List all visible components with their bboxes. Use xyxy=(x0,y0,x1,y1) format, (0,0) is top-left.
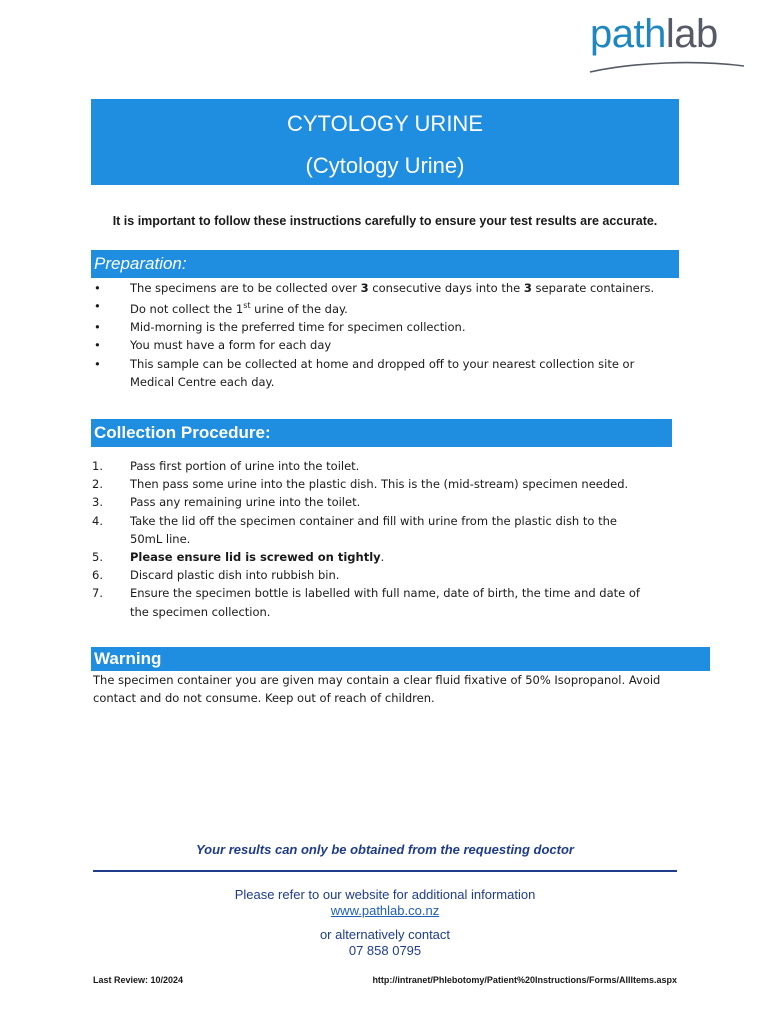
preparation-heading: Preparation: xyxy=(91,250,679,278)
list-item: • Do not collect the 1st urine of the day. xyxy=(94,299,348,317)
list-item: • The specimens are to be collected over 3 consecutive days into the 3 separate containers. xyxy=(92,279,692,297)
bullet: • xyxy=(94,356,101,371)
bullet: • xyxy=(94,338,101,353)
bullet: • xyxy=(94,299,101,314)
collection-steps xyxy=(92,457,680,621)
bullet: • xyxy=(94,320,101,335)
alt-contact-text: or alternatively contact xyxy=(319,927,451,942)
refer-text: Please refer to our website for additional information xyxy=(234,887,536,902)
list-item: 4. Take the lid off the specimen container and fill with urine from the plastic dish to the 50mL line. xyxy=(92,513,617,546)
warning-heading: Warning xyxy=(91,647,710,671)
phone-number: 07 858 0795 xyxy=(348,943,422,958)
list-item: 2. Then pass some urine into the plastic dish. This is the (mid-stream) specimen needed. xyxy=(92,477,629,492)
list-item: 1. Pass first portion of urine into the toilet. xyxy=(92,459,360,473)
list-item: • You must have a form for each day xyxy=(92,336,692,354)
page-title: CYTOLOGY URINE xyxy=(286,111,483,136)
bullet: • xyxy=(94,281,101,295)
list-item: • This sample can be collected at home and dropped off to your nearest collection site or Medical Centre each day. xyxy=(94,356,635,389)
logo-text-lab: lab xyxy=(665,12,718,56)
logo-swoosh-icon xyxy=(586,56,748,78)
pathlab-logo xyxy=(586,8,748,76)
website-link[interactable]: www.pathlab.co.nz xyxy=(330,903,440,918)
list-item: 7. Ensure the specimen bottle is labelled with full name, date of birth, the time and date of the specimen collection. xyxy=(92,586,640,619)
important-notice: It is important to follow these instructions carefully to ensure your test results are accurate. xyxy=(112,214,658,228)
results-note: Your results can only be obtained from the requesting doctor xyxy=(195,842,574,857)
logo-text-path: path xyxy=(590,12,666,56)
list-item: • Mid-morning is the preferred time for specimen collection. xyxy=(92,318,692,336)
list-item: 3. Pass any remaining urine into the toilet. xyxy=(92,495,361,510)
collection-heading: Collection Procedure: xyxy=(91,419,672,447)
list-item: 6. Discard plastic dish into rubbish bin. xyxy=(92,568,340,583)
document-path: http://intranet/Phlebotomy/Patient%20Instructions/Forms/AllItems.aspx xyxy=(372,975,677,985)
footer-divider xyxy=(93,870,677,872)
list-item: 5. Please ensure lid is screwed on tightly. xyxy=(92,550,385,565)
preparation-list xyxy=(92,279,692,391)
title-banner xyxy=(91,99,679,185)
last-review: Last Review: 10/2024 xyxy=(93,975,184,985)
warning-text: The specimen container you are given may contain a clear fluid fixative of 50% Isopropanol. Avoid contact and do not consume. Keep out of reach of children. xyxy=(93,673,661,705)
page-subtitle: (Cytology Urine) xyxy=(305,153,465,178)
